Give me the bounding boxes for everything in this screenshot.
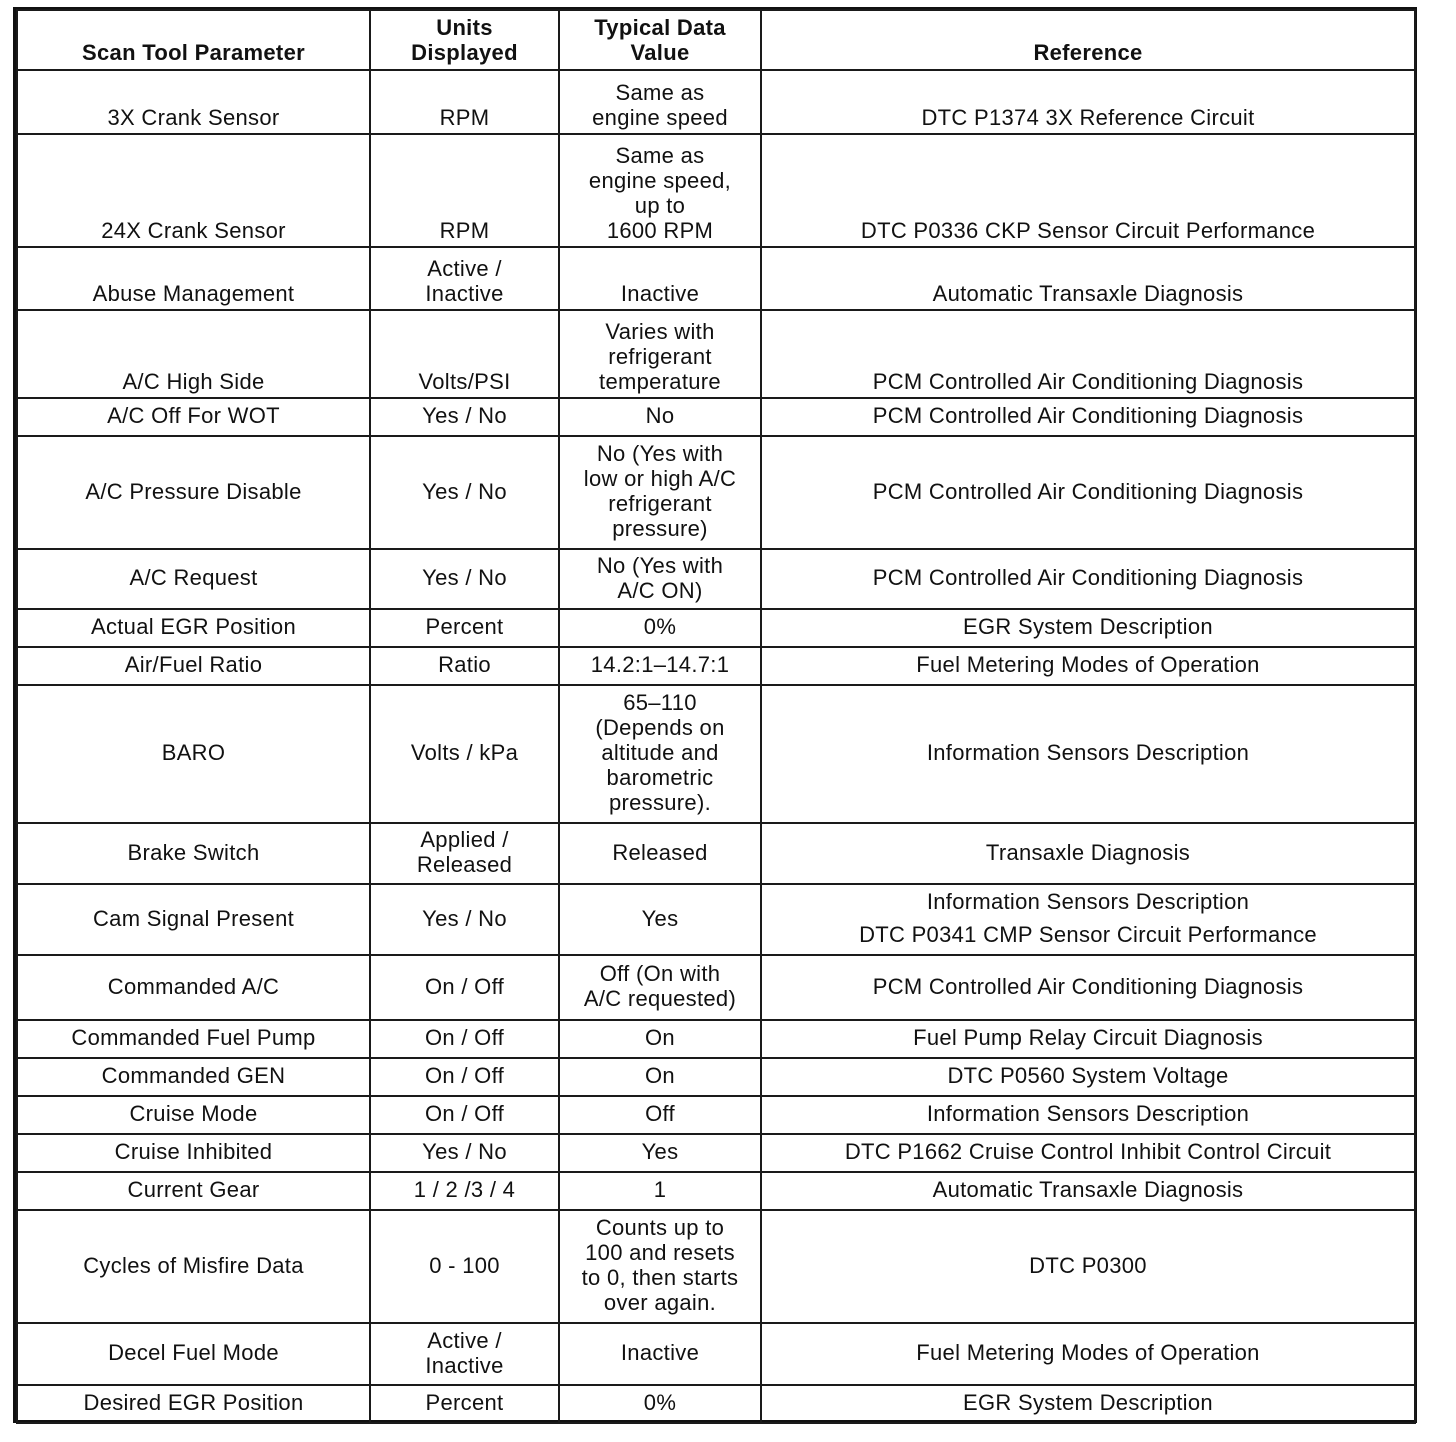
reference-cell: Fuel Metering Modes of Operation — [761, 647, 1415, 685]
param-cell: A/C Pressure Disable — [17, 436, 370, 549]
units-cell: Yes / No — [370, 436, 559, 549]
typical-cell: On — [559, 1058, 761, 1096]
table-row — [17, 1385, 1415, 1423]
param-cell: A/C Request — [17, 549, 370, 609]
header-scan-tool-parameter: Scan Tool Parameter — [17, 10, 370, 70]
header-row — [17, 10, 1415, 70]
table-row — [17, 1096, 1415, 1134]
param-cell: Desired EGR Position — [17, 1385, 370, 1423]
reference-cell: PCM Controlled Air Conditioning Diagnosis — [761, 955, 1415, 1020]
param-cell: Commanded Fuel Pump — [17, 1020, 370, 1058]
reference-cell: Fuel Metering Modes of Operation — [761, 1323, 1415, 1385]
units-cell: Active / Inactive — [370, 1323, 559, 1385]
typical-cell: 14.2:1–14.7:1 — [559, 647, 761, 685]
param-cell: 24X Crank Sensor — [17, 134, 370, 247]
param-cell: A/C Off For WOT — [17, 398, 370, 436]
units-cell: RPM — [370, 70, 559, 134]
units-cell: 1 / 2 /3 / 4 — [370, 1172, 559, 1210]
table-row — [17, 647, 1415, 685]
typical-cell: No — [559, 398, 761, 436]
param-cell: Abuse Management — [17, 247, 370, 310]
units-cell: On / Off — [370, 1020, 559, 1058]
table-row — [17, 70, 1415, 134]
param-cell: Decel Fuel Mode — [17, 1323, 370, 1385]
table-row — [17, 685, 1415, 823]
reference-cell: Fuel Pump Relay Circuit Diagnosis — [761, 1020, 1415, 1058]
param-cell: Cruise Inhibited — [17, 1134, 370, 1172]
header-typical-data-value: Typical Data Value — [559, 10, 761, 70]
reference-cell: DTC P1662 Cruise Control Inhibit Control Circuit — [761, 1134, 1415, 1172]
reference-cell: Automatic Transaxle Diagnosis — [761, 247, 1415, 310]
header-units-displayed: Units Displayed — [370, 10, 559, 70]
param-cell: A/C High Side — [17, 310, 370, 398]
typical-cell: No (Yes with low or high A/C refrigerant pressure) — [559, 436, 761, 549]
reference-cell: Information Sensors Description DTC P0341 CMP Sensor Circuit Performance — [761, 884, 1415, 955]
table-row — [17, 1172, 1415, 1210]
reference-cell: DTC P0336 CKP Sensor Circuit Performance — [761, 134, 1415, 247]
units-cell: Percent — [370, 1385, 559, 1423]
param-cell: Commanded A/C — [17, 955, 370, 1020]
reference-cell: PCM Controlled Air Conditioning Diagnosis — [761, 398, 1415, 436]
typical-cell: 0% — [559, 1385, 761, 1423]
param-cell: Current Gear — [17, 1172, 370, 1210]
typical-cell: Inactive — [559, 247, 761, 310]
param-cell: Cruise Mode — [17, 1096, 370, 1134]
reference-cell: PCM Controlled Air Conditioning Diagnosis — [761, 310, 1415, 398]
reference-cell: Information Sensors Description — [761, 685, 1415, 823]
units-cell: Yes / No — [370, 398, 559, 436]
typical-cell: Inactive — [559, 1323, 761, 1385]
param-cell: Cam Signal Present — [17, 884, 370, 955]
table-row — [17, 310, 1415, 398]
typical-cell: Off — [559, 1096, 761, 1134]
typical-cell: Same as engine speed, up to 1600 RPM — [559, 134, 761, 247]
typical-cell: Same as engine speed — [559, 70, 761, 134]
param-cell: Commanded GEN — [17, 1058, 370, 1096]
typical-cell: 1 — [559, 1172, 761, 1210]
reference-cell: DTC P1374 3X Reference Circuit — [761, 70, 1415, 134]
param-cell: Brake Switch — [17, 823, 370, 884]
table-row — [17, 823, 1415, 884]
reference-cell: PCM Controlled Air Conditioning Diagnosis — [761, 436, 1415, 549]
table-row — [17, 247, 1415, 310]
units-cell: 0 - 100 — [370, 1210, 559, 1323]
units-cell: Yes / No — [370, 884, 559, 955]
reference-cell: EGR System Description — [761, 609, 1415, 647]
typical-cell: Released — [559, 823, 761, 884]
reference-cell: Information Sensors Description — [761, 1096, 1415, 1134]
units-cell: Active / Inactive — [370, 247, 559, 310]
reference-cell: Automatic Transaxle Diagnosis — [761, 1172, 1415, 1210]
param-cell: Air/Fuel Ratio — [17, 647, 370, 685]
table-row — [17, 1134, 1415, 1172]
table-row — [17, 398, 1415, 436]
units-cell: Ratio — [370, 647, 559, 685]
scan-tool-parameter-table — [16, 9, 1416, 1424]
units-cell: On / Off — [370, 1058, 559, 1096]
table-row — [17, 436, 1415, 549]
table-row — [17, 1058, 1415, 1096]
typical-cell: Off (On with A/C requested) — [559, 955, 761, 1020]
table-row — [17, 1210, 1415, 1323]
units-cell: Applied / Released — [370, 823, 559, 884]
param-cell: Actual EGR Position — [17, 609, 370, 647]
table-row — [17, 1020, 1415, 1058]
table-row — [17, 134, 1415, 247]
reference-cell: Transaxle Diagnosis — [761, 823, 1415, 884]
units-cell: RPM — [370, 134, 559, 247]
table-row — [17, 884, 1415, 955]
reference-cell: EGR System Description — [761, 1385, 1415, 1423]
reference-cell: DTC P0300 — [761, 1210, 1415, 1323]
header-reference: Reference — [761, 10, 1415, 70]
units-cell: Volts/PSI — [370, 310, 559, 398]
table-row — [17, 609, 1415, 647]
typical-cell: Yes — [559, 884, 761, 955]
param-cell: 3X Crank Sensor — [17, 70, 370, 134]
units-cell: On / Off — [370, 955, 559, 1020]
typical-cell: Yes — [559, 1134, 761, 1172]
reference-cell: DTC P0560 System Voltage — [761, 1058, 1415, 1096]
typical-cell: Varies with refrigerant temperature — [559, 310, 761, 398]
typical-cell: 0% — [559, 609, 761, 647]
typical-cell: On — [559, 1020, 761, 1058]
units-cell: Percent — [370, 609, 559, 647]
typical-cell: 65–110 (Depends on altitude and barometric pressure). — [559, 685, 761, 823]
typical-cell: No (Yes with A/C ON) — [559, 549, 761, 609]
param-cell: Cycles of Misfire Data — [17, 1210, 370, 1323]
units-cell: Yes / No — [370, 549, 559, 609]
units-cell: On / Off — [370, 1096, 559, 1134]
table-row — [17, 1323, 1415, 1385]
reference-cell: PCM Controlled Air Conditioning Diagnosis — [761, 549, 1415, 609]
units-cell: Yes / No — [370, 1134, 559, 1172]
table-row — [17, 955, 1415, 1020]
units-cell: Volts / kPa — [370, 685, 559, 823]
param-cell: BARO — [17, 685, 370, 823]
typical-cell: Counts up to 100 and resets to 0, then starts over again. — [559, 1210, 761, 1323]
table-row — [17, 549, 1415, 609]
